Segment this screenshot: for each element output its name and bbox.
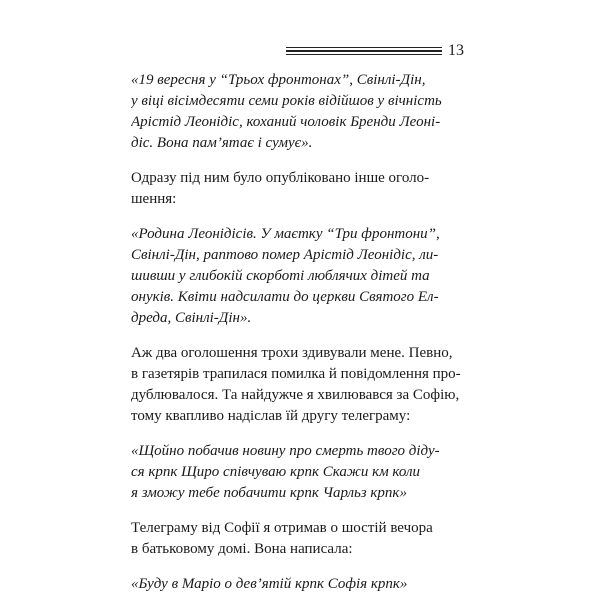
- text-line: ся крпк Щиро співчуваю крпк Скажи км коли: [131, 464, 421, 480]
- telegram-quote-1: [131, 441, 485, 504]
- narrative-paragraph-3: [131, 518, 485, 560]
- text-line: Телеграму від Софії я отримав о шостій вечора: [131, 520, 433, 536]
- page-number: 13: [448, 42, 464, 59]
- text-line: «19 вересня у “Трьох фронтонах”, Свінлі-Дін,: [131, 72, 426, 88]
- text-line: діс. Вона пам’ятає і сумує».: [131, 135, 313, 151]
- text-line: шивши у глибокій скорботі люблячих дітей та: [131, 268, 430, 284]
- text-line: дублювалося. Та найдужче я хвилювався за Софію,: [131, 387, 460, 403]
- text-line: в газетярів трапилася помилка й повідомлення про-: [131, 366, 461, 382]
- obituary-quote-2: [131, 224, 485, 329]
- text-line: Свінлі-Дін, раптово помер Арістід Леонідіс, ли-: [131, 247, 439, 263]
- page-header: [272, 42, 472, 62]
- text-line: Аж два оголошення трохи здивували мене. Певно,: [131, 345, 453, 361]
- body-text: [131, 70, 485, 609]
- text-line: «Щойно побачив новину про смерть твого діду-: [131, 443, 440, 459]
- text-line: «Родина Леонідісів. У маєтку “Три фронтони”,: [131, 226, 440, 242]
- header-rule-line: [286, 54, 442, 55]
- header-rule-line: [286, 50, 442, 52]
- text-line: Арістід Леонідіс, коханий чоловік Бренди Леоні-: [131, 114, 441, 130]
- telegram-quote-2: [131, 574, 485, 595]
- text-line: шення:: [131, 191, 177, 207]
- text-line: я зможу тебе побачити крпк Чарльз крпк»: [131, 485, 407, 501]
- narrative-paragraph-2: [131, 343, 485, 427]
- obituary-quote-1: [131, 70, 485, 154]
- text-line: «Буду в Маріо о дев’ятій крпк Софія крпк»: [131, 576, 408, 592]
- text-line: онуків. Квіти надсилати до церкви Святого Ел-: [131, 289, 439, 305]
- text-line: Одразу під ним було опубліковано інше оголо-: [131, 170, 430, 186]
- text-line: у віці вісімдесяти семи років відійшов у вічність: [131, 93, 442, 109]
- text-line: в батьковому домі. Вона написала:: [131, 541, 353, 557]
- header-rule-line: [286, 47, 442, 48]
- text-line: тому квапливо надіслав їй другу телеграму:: [131, 408, 411, 424]
- narrative-paragraph-1: [131, 168, 485, 210]
- header-rule-ornament: [286, 47, 442, 57]
- text-line: дреда, Свінлі-Дін».: [131, 310, 252, 326]
